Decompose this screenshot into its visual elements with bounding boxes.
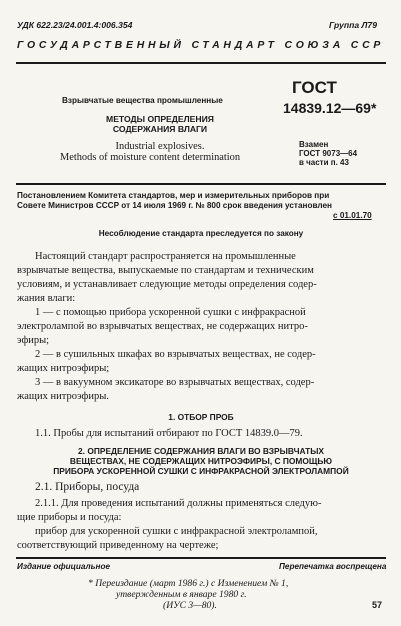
section2-line: щие приборы и посуда: bbox=[17, 512, 122, 523]
page-number: 57 bbox=[372, 600, 383, 610]
section2-subheading: 2.1. Приборы, посуда bbox=[35, 481, 140, 493]
replaces-label: Взамен bbox=[299, 140, 329, 149]
reissue-note-line2: утвержденным в январе 1980 г. bbox=[116, 589, 247, 600]
category-label: Взрывчатые вещества промышленные bbox=[62, 96, 223, 105]
title-ru-line1: МЕТОДЫ ОПРЕДЕЛЕНИЯ bbox=[106, 114, 214, 124]
intro-line: электролампой во взрывчатых веществах, не содержащих нитро- bbox=[17, 321, 308, 332]
title-en-line1: Industrial explosives. bbox=[115, 141, 205, 152]
title-en-line2: Methods of moisture content determination bbox=[60, 152, 241, 163]
decree-date: с 01.01.70 bbox=[333, 211, 372, 220]
udk-code: УДК 622.23/24.001.4:006.354 bbox=[17, 20, 133, 30]
section2-line: прибор для ускоренной сушки с инфракрасной электролампой, bbox=[35, 526, 318, 537]
gost-label: ГОСТ bbox=[292, 78, 337, 97]
decree-line2: Совете Министров СССР от 14 июля 1969 г. № 800 срок введения установлен bbox=[17, 201, 332, 210]
gost-number: 14839.12—69* bbox=[283, 100, 377, 116]
intro-line: взрывчатые вещества, выпускаемые по стандартам и техническим bbox=[17, 265, 314, 276]
intro-line: жащих нитроэфиры; bbox=[17, 363, 110, 374]
title-divider bbox=[16, 183, 386, 185]
section2-heading-line2: ВЕЩЕСТВАХ, НЕ СОДЕРЖАЩИХ НИТРОЭФИРЫ, С ПОМОЩЬЮ bbox=[69, 456, 333, 466]
section1-heading: 1. ОТБОР ПРОБ bbox=[168, 412, 234, 422]
intro-line: эфиры; bbox=[17, 335, 50, 346]
intro-line: 1 — с помощью прибора ускоренной сушки с инфракрасной bbox=[35, 307, 306, 318]
reissue-note-line3: (ИУС 3—80). bbox=[163, 600, 217, 611]
section1-text: 1.1. Пробы для испытаний отбирают по ГОСТ 14839.0—79. bbox=[35, 428, 303, 439]
group-code: Группа Л79 bbox=[329, 20, 377, 30]
section2-line: соответствующий приведенному на чертеже; bbox=[17, 540, 219, 551]
reprint-notice: Перепечатка воспрещена bbox=[279, 562, 387, 571]
intro-line: 3 — в вакуумном эксикаторе во взрывчатых веществах, содер- bbox=[35, 377, 315, 388]
replaces-standard: ГОСТ 9073—64 bbox=[299, 149, 358, 158]
standard-title: ГОСУДАРСТВЕННЫЙ СТАНДАРТ СОЮЗА ССР bbox=[17, 40, 385, 51]
intro-line: жащих нитроэфиры. bbox=[17, 391, 109, 402]
header-divider bbox=[16, 62, 386, 64]
section2-heading-line3: ПРИБОРА УСКОРЕННОЙ СУШКИ С ИНФРАКРАСНОЙ ЭЛЕКТРОЛАМПОЙ bbox=[53, 466, 349, 476]
intro-line: 2 — в сушильных шкафах во взрывчатых веществах, не содер- bbox=[35, 349, 316, 360]
title-ru-line2: СОДЕРЖАНИЯ ВЛАГИ bbox=[112, 124, 208, 134]
decree-line1: Постановлением Комитета стандартов, мер и измерительных приборов при bbox=[17, 191, 330, 200]
legal-warning: Несоблюдение стандарта преследуется по закону bbox=[98, 229, 304, 238]
reissue-note-line1: * Переиздание (март 1986 г.) с Изменением № 1, bbox=[88, 578, 289, 589]
section2-line: 2.1.1. Для проведения испытаний должны применяться следую- bbox=[35, 498, 322, 509]
edition-label: Издание официальное bbox=[17, 562, 110, 571]
section2-heading-line1: 2. ОПРЕДЕЛЕНИЕ СОДЕРЖАНИЯ ВЛАГИ ВО ВЗРЫВЧАТЫХ bbox=[78, 446, 324, 456]
replaces-scope: в части п. 43 bbox=[299, 158, 349, 167]
intro-line: Настоящий стандарт распространяется на промышленные bbox=[35, 251, 296, 262]
intro-line: условиям, и устанавливает следующие методы определения содер- bbox=[17, 279, 317, 290]
footer-divider bbox=[16, 557, 386, 559]
intro-line: жания влаги: bbox=[17, 293, 76, 304]
